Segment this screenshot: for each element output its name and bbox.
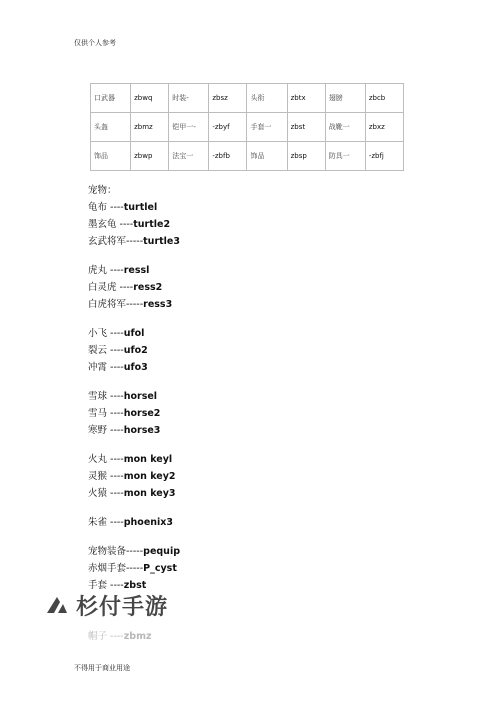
list-item [88, 388, 180, 405]
item-code-cell: zbxz [365, 113, 403, 142]
list-item [88, 279, 180, 296]
list-item [88, 262, 180, 279]
list-item [88, 560, 180, 577]
list-item [88, 216, 180, 233]
list-item [88, 325, 180, 342]
pet-name: 寒野 ---- [88, 425, 124, 436]
pet-name: 雪球 ---- [88, 391, 124, 402]
pet-code: ufo2 [123, 345, 148, 356]
pet-code: horse2 [123, 408, 161, 419]
pet-code: turtlel [123, 202, 158, 213]
item-name-cell: 手套一 [247, 113, 287, 142]
item-code-cell: -zbfb [209, 142, 247, 171]
item-name-cell: 头衔 [247, 84, 287, 113]
pet-name: 雪马 ---- [88, 408, 124, 419]
pet-name: 手套 ---- [88, 580, 124, 591]
list-item [88, 422, 180, 439]
item-name-cell: 饰品 [91, 142, 131, 171]
pet-name: 冲霄 ---- [88, 362, 124, 373]
list-item [88, 199, 180, 216]
pet-code: mon key3 [123, 488, 176, 499]
pet-code: ufol [123, 328, 145, 339]
item-code-cell: zbwp [131, 142, 169, 171]
pet-name: 灵猴 ---- [88, 471, 124, 482]
list-item [88, 233, 180, 250]
pet-code: phoenix3 [123, 517, 174, 528]
list-item [88, 543, 180, 560]
item-name-cell: 法宝一 [169, 142, 209, 171]
item-code-cell: zbcb [365, 84, 403, 113]
pet-name: 虎丸 ---- [88, 265, 124, 276]
watermark-text: 杉付手游 [76, 595, 169, 620]
list-item [88, 359, 180, 376]
pet-code: horsel [123, 391, 158, 402]
pet-code: ressl [123, 265, 150, 276]
item-code-cell: zbsp [287, 142, 325, 171]
section-title: 宠物： [88, 185, 117, 196]
pet-code: zbst [123, 580, 147, 591]
pet-name: 白虎将军----- [88, 299, 144, 310]
pet-code: turtle2 [133, 219, 171, 230]
item-code-cell: zbwq [131, 84, 169, 113]
item-name-cell: 铠甲一- [169, 113, 209, 142]
pet-code: ress3 [143, 299, 173, 310]
pet-name: 裂云 ---- [88, 345, 124, 356]
item-name-cell: 时装- [169, 84, 209, 113]
pet-name: 赤烟手套----- [88, 563, 144, 574]
pet-name: 帽子 ---- [88, 631, 124, 642]
pet-code: pequip [143, 546, 181, 557]
pet-group [88, 514, 180, 531]
pet-groups [88, 199, 180, 645]
list-item [88, 485, 180, 502]
pet-group [88, 388, 180, 439]
list-item [88, 405, 180, 422]
pet-name: 小飞 ---- [88, 328, 124, 339]
item-name-cell: 战靴一 [325, 113, 365, 142]
table-row [91, 113, 404, 142]
list-item [88, 514, 180, 531]
pet-code: mon keyl [123, 454, 173, 465]
pet-name: 朱雀 ---- [88, 517, 124, 528]
pet-group [88, 325, 180, 376]
pet-code: ufo3 [123, 362, 148, 373]
pet-name: 火猿 ---- [88, 488, 124, 499]
item-name-cell: 头盔 [91, 113, 131, 142]
pet-name: 白灵虎 ---- [88, 282, 134, 293]
pet-code: horse3 [123, 425, 161, 436]
table-row [91, 84, 404, 113]
pet-code: mon key2 [123, 471, 176, 482]
pet-code: ress2 [133, 282, 163, 293]
list-item [88, 342, 180, 359]
pet-group [88, 199, 180, 250]
item-code-cell: zbst [287, 113, 325, 142]
watermark-logo-icon [44, 593, 70, 619]
pet-code: turtle3 [143, 236, 180, 247]
list-item [88, 451, 180, 468]
pet-code: zbmz [123, 631, 152, 642]
item-code-cell: -zbfj [365, 142, 403, 171]
pet-code-list [88, 182, 180, 657]
pet-name: 龟布 ---- [88, 202, 124, 213]
pet-group [88, 451, 180, 502]
item-code-cell: zbmz [131, 113, 169, 142]
table-row [91, 142, 404, 171]
item-code-cell: -zbyf [209, 113, 247, 142]
pet-code: P_cyst [143, 563, 177, 574]
item-code-cell: zbtx [287, 84, 325, 113]
item-name-cell: 饰品 [247, 142, 287, 171]
item-name-cell: 口武器 [91, 84, 131, 113]
header-note: 仅供个人参考 [74, 39, 116, 47]
list-item [88, 628, 180, 645]
footer-note: 不得用于商业用途 [74, 664, 130, 672]
item-name-cell: 翅膀 [325, 84, 365, 113]
item-name-cell: 防具一 [325, 142, 365, 171]
pet-name: 墨玄龟 ---- [88, 219, 134, 230]
item-code-cell: zbsz [209, 84, 247, 113]
pet-name: 玄武将军----- [88, 236, 144, 247]
pet-name: 火丸 ---- [88, 454, 124, 465]
list-item [88, 296, 180, 313]
equipment-code-table [90, 83, 404, 171]
pet-name: 宠物装备----- [88, 546, 144, 557]
pet-group [88, 262, 180, 313]
list-item [88, 468, 180, 485]
site-watermark [44, 590, 168, 621]
